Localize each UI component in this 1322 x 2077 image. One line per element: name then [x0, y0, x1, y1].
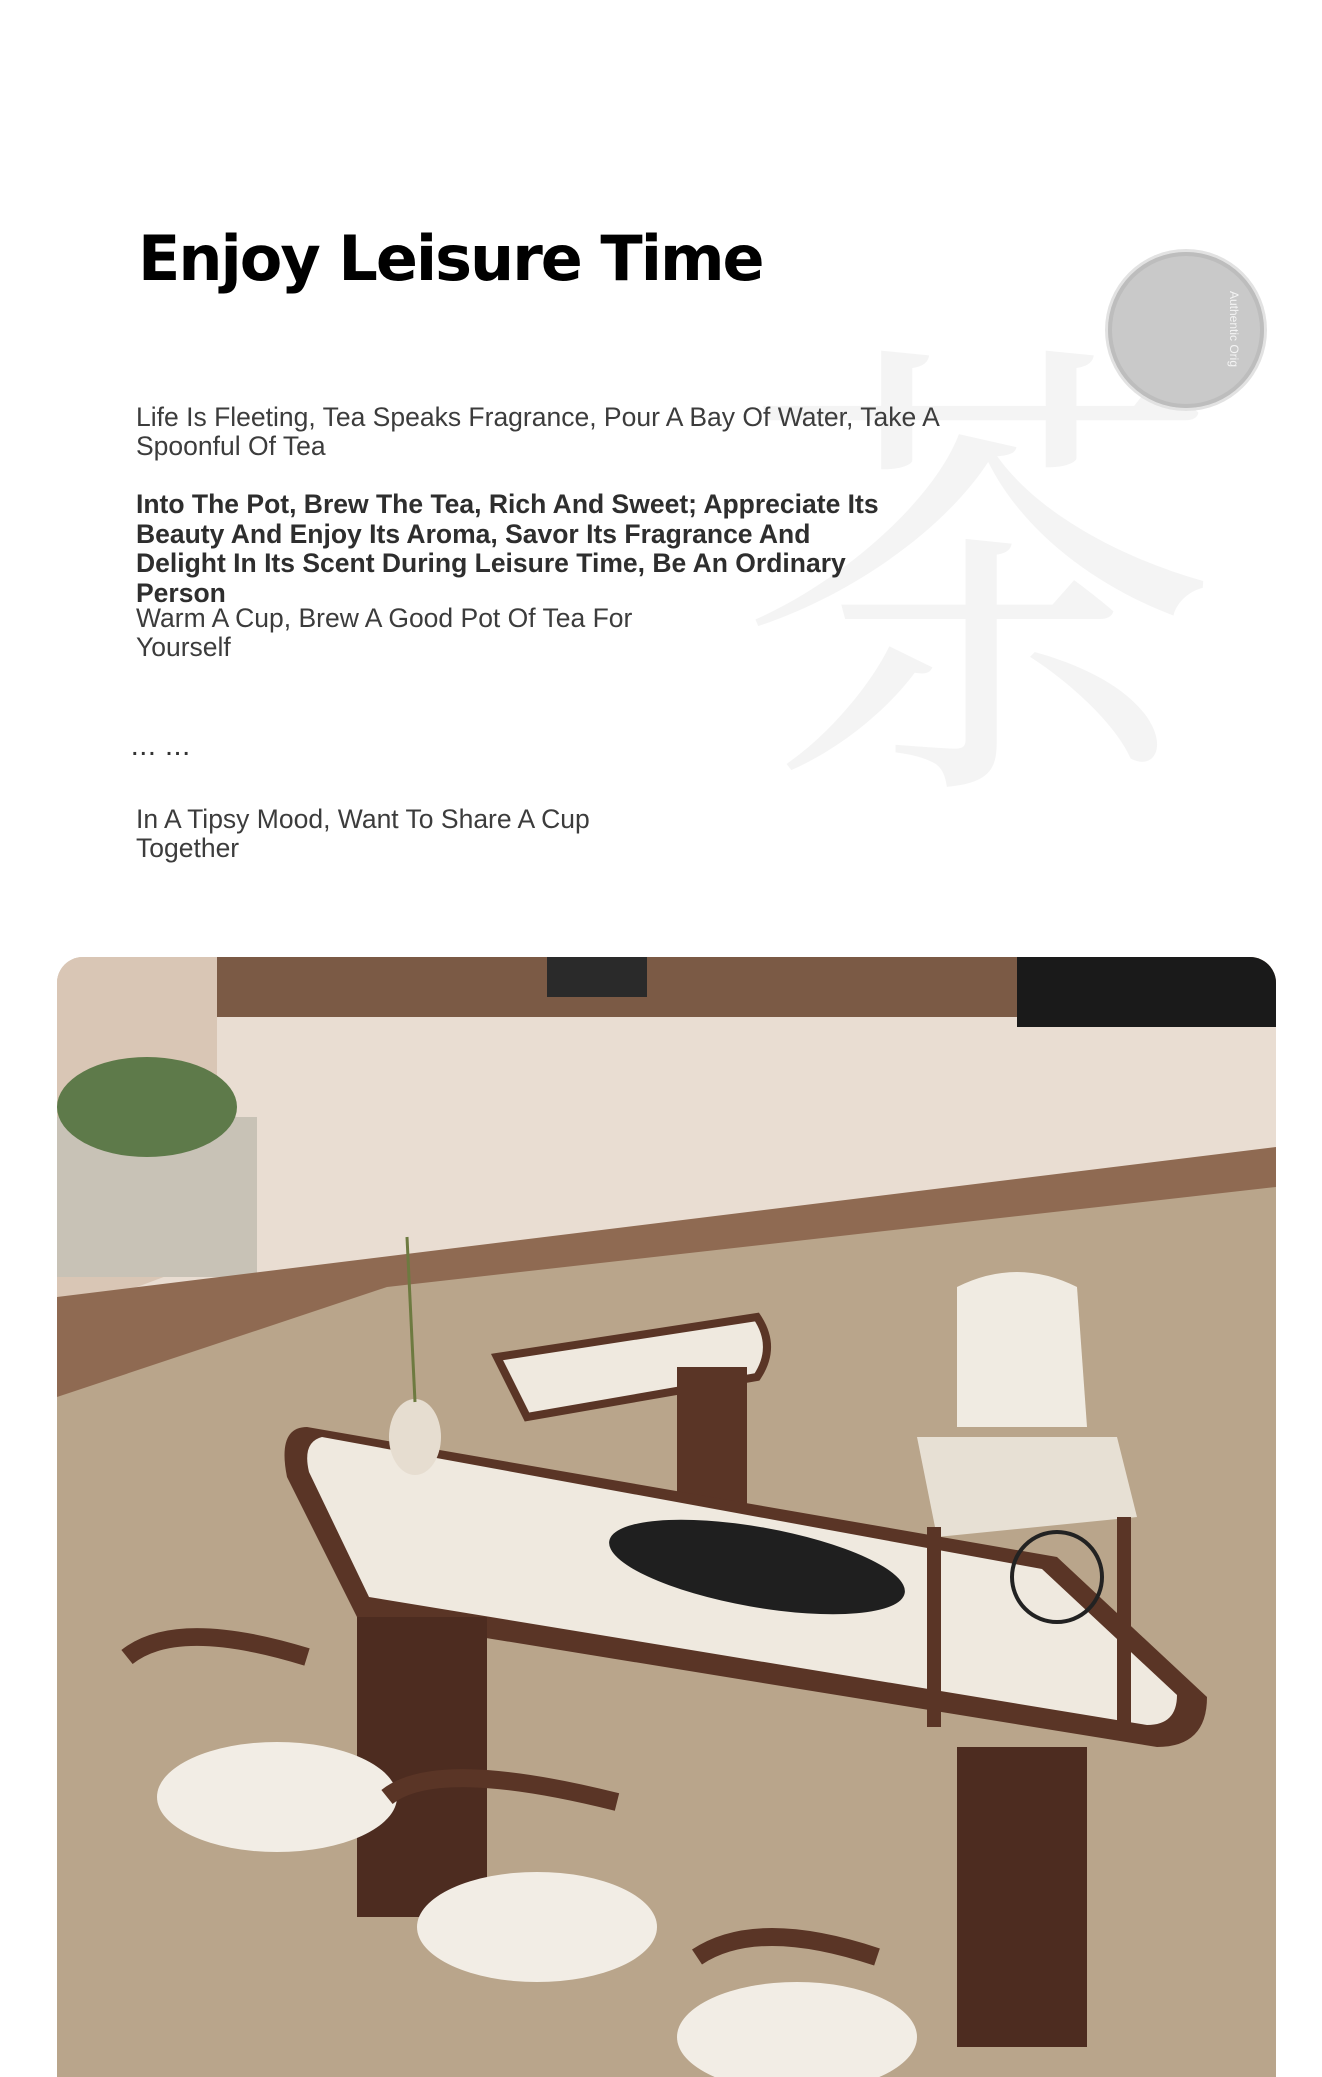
shelf-niche	[547, 957, 647, 997]
tea-table-photo	[57, 957, 1276, 2077]
chair-seat	[417, 1872, 657, 1982]
share-cup-line: In A Tipsy Mood, Want To Share A Cup Together	[136, 804, 590, 863]
table-pedestal-right	[957, 1747, 1087, 2047]
armchair-leg	[1117, 1517, 1131, 1727]
armchair-back	[957, 1272, 1087, 1427]
wall-painting	[1017, 957, 1276, 1027]
warm-cup-line: Warm A Cup, Brew A Good Pot Of Tea For Yourself	[136, 603, 633, 662]
vase	[389, 1399, 441, 1475]
authentic-seal	[1108, 252, 1264, 408]
armchair-leg	[927, 1527, 941, 1727]
ellipsis-divider: ... ...	[132, 738, 192, 760]
tea-room-illustration	[57, 957, 1276, 2077]
planter-foliage	[57, 1057, 237, 1157]
intro-line: Life Is Fleeting, Tea Speaks Fragrance, Pour A Bay Of Water, Take A Spoonful Of Tea	[136, 402, 939, 461]
brew-description: Into The Pot, Brew The Tea, Rich And Sweet; Appreciate Its Beauty And Enjoy Its Aroma, Savor Its Fragrance And Delight In Its Scent During Leisure Time, Be An Ordinary Person	[136, 489, 879, 608]
seal-text: Authentic Orig	[1226, 290, 1241, 368]
chair-seat	[157, 1742, 397, 1852]
page-title: Enjoy Leisure Time	[138, 222, 763, 295]
